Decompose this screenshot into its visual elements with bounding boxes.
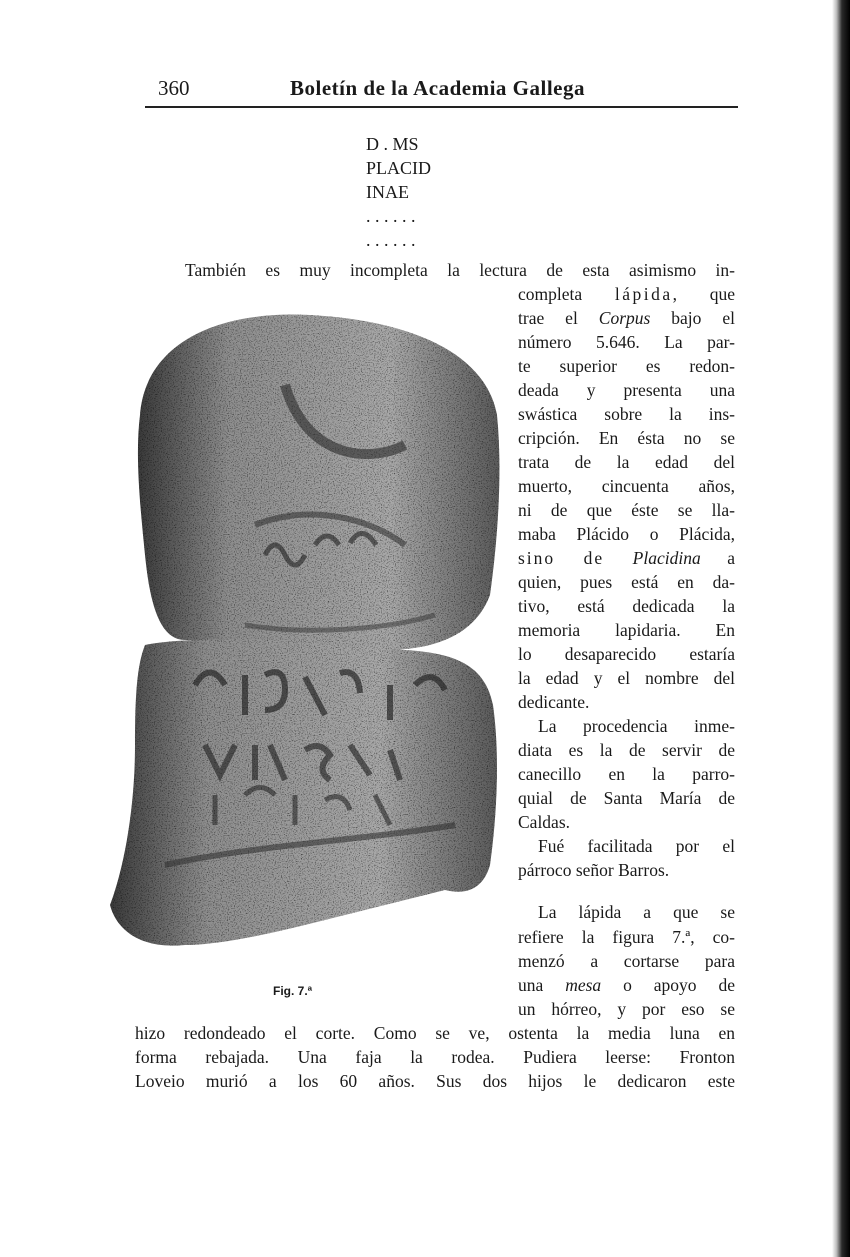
- stone-photograph: [105, 305, 505, 965]
- running-head: Boletín de la Academia Gallega: [290, 76, 585, 100]
- text-line: tivo, está dedicada la: [518, 596, 735, 616]
- text-line: completa lápida, que: [518, 284, 735, 304]
- text-line: diata es la de servir de: [518, 740, 735, 760]
- text-line: Loveio murió a los 60 años. Sus dos hijos le dedicaron este: [135, 1071, 735, 1091]
- text-line: deada y presenta una: [518, 380, 735, 400]
- text-line: refiere la figura 7.ª, co-: [518, 927, 735, 947]
- text-line: te superior es redon-: [518, 356, 735, 376]
- text-line: trata de la edad del: [518, 452, 735, 472]
- text-line: maba Plácido o Plácida,: [518, 524, 735, 544]
- text-line: Fué facilitada por el: [538, 836, 735, 856]
- inscription-line: PLACID: [366, 158, 432, 178]
- text-line: memoria lapidaria. En: [518, 620, 735, 640]
- inscription-line: D . MS: [366, 134, 419, 154]
- text-line: También es muy incompleta la lectura de esta asimismo in-: [185, 260, 735, 280]
- header-rule: [145, 106, 738, 108]
- text-line: ni de que éste se lla-: [518, 500, 735, 520]
- page-number: 360: [158, 76, 190, 100]
- text-line: La lápida a que se: [538, 902, 735, 922]
- stone-image: [105, 305, 505, 965]
- text-line: párroco señor Barros.: [518, 860, 670, 880]
- text-line: la edad y el nombre del: [518, 668, 735, 688]
- text-line: sino de Placidina a: [518, 548, 735, 568]
- inscription-transcription: [366, 132, 431, 252]
- text-line: dedicante.: [518, 692, 590, 712]
- text-line: La procedencia inme-: [538, 716, 735, 736]
- text-line: lo desaparecido estaría: [518, 644, 735, 664]
- text-line: forma rebajada. Una faja la rodea. Pudiera leerse: Fronton: [135, 1047, 735, 1067]
- text-line: muerto, cincuenta años,: [518, 476, 735, 496]
- text-line: una mesa o apoyo de: [518, 975, 735, 995]
- text-line: trae el Corpus bajo el: [518, 308, 736, 328]
- text-line: cripción. En ésta no se: [518, 428, 735, 448]
- text-line: quien, pues está en da-: [518, 572, 735, 592]
- page-edge-shadow: [832, 0, 850, 1257]
- inscription-line: . . . . . .: [366, 206, 416, 226]
- inscription-line: . . . . . .: [366, 230, 416, 250]
- text-line: quial de Santa María de: [518, 788, 735, 808]
- text-line: un hórreo, y por eso se: [518, 999, 735, 1019]
- figure-caption: Fig. 7.ª: [273, 984, 313, 998]
- text-line: número 5.646. La par-: [518, 332, 735, 352]
- text-line: canecillo en la parro-: [518, 764, 735, 784]
- text-line: swástica sobre la ins-: [518, 404, 735, 424]
- text-line: hizo redondeado el corte. Como se ve, ostenta la media luna en: [135, 1023, 735, 1043]
- text-line: menzó a cortarse para: [518, 951, 735, 971]
- inscription-line: INAE: [366, 182, 409, 202]
- text-line: Caldas.: [518, 812, 571, 832]
